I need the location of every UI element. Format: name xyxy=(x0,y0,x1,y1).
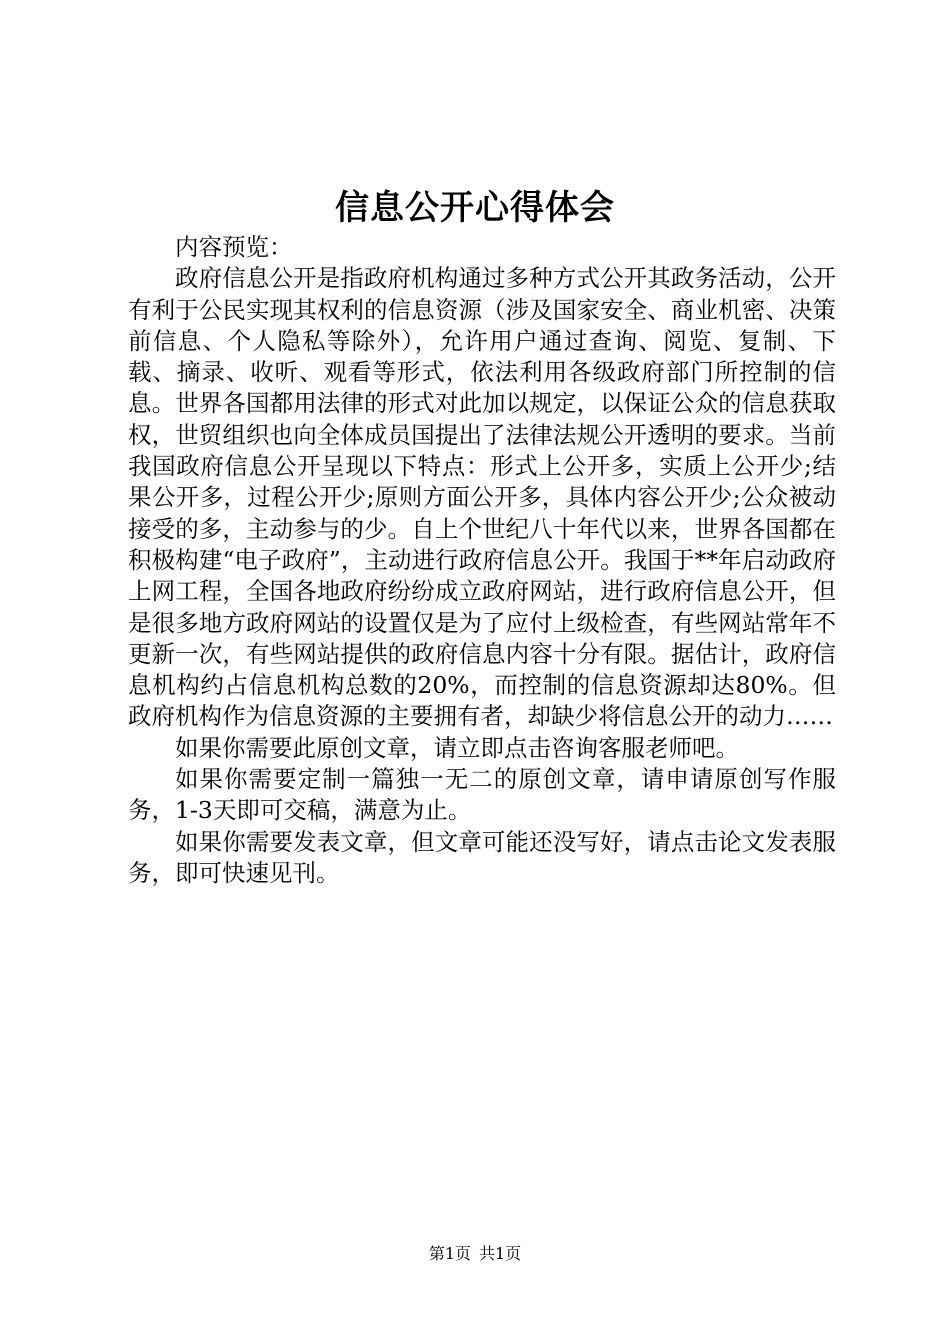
preview-text-paragraph: 政府信息公开是指政府机构通过多种方式公开其政务活动，公开有利于公民实现其权利的信息资源（涉及国家安全、商业机密、决策前信息、个人隐私等除外），允许用户通过查询、阅览、复制、下载、摘录、收听、观看等形式，依法利用各级政府部门所控制的信息。世界各国都用法律的形式对此加以规定，以保证公众的信息获取权，世贸组织也向全体成员国提出了法律法规公开透明的要求。当前我国政府信息公开呈现以下特点：形式上公开多，实质上公开少;结果公开多，过程公开少;原则方面公开多，具体内容公开少;公众被动接受的多，主动参与的少。自上个世纪八十年代以来，世界各国都在积极构建“电子政府”，主动进行政府信息公开。我国于**年启动政府上网工程，全国各地政府纷纷成立政府网站，进行政府信息公开，但是很多地方政府网站的设置仅是为了应付上级检查，有些网站常年不更新一次，有些网站提供的政府信息内容十分有限。据估计，政府信息机构约占信息机构总数的20%，而控制的信息资源却达80%。但政府机构作为信息资源的主要拥有者，却缺少将信息公开的动力…… xyxy=(128,264,836,731)
custom-writing-paragraph: 如果你需要定制一篇独一无二的原创文章，请申请原创写作服务，1-3天即可交稿，满意为止。 xyxy=(128,765,836,825)
publish-service-paragraph: 如果你需要发表文章，但文章可能还没写好，请点击论文发表服务，即可快速见刊。 xyxy=(128,827,836,887)
page-number-current: 第1页 xyxy=(428,1244,471,1263)
document-title: 信息公开心得体会 xyxy=(335,188,615,228)
consult-service-paragraph: 如果你需要此原创文章，请立即点击咨询客服老师吧。 xyxy=(175,733,739,762)
document-body xyxy=(128,232,836,889)
preview-label: 内容预览： xyxy=(175,233,293,261)
page-number-total: 共1页 xyxy=(479,1244,522,1263)
page-footer xyxy=(0,1242,950,1266)
